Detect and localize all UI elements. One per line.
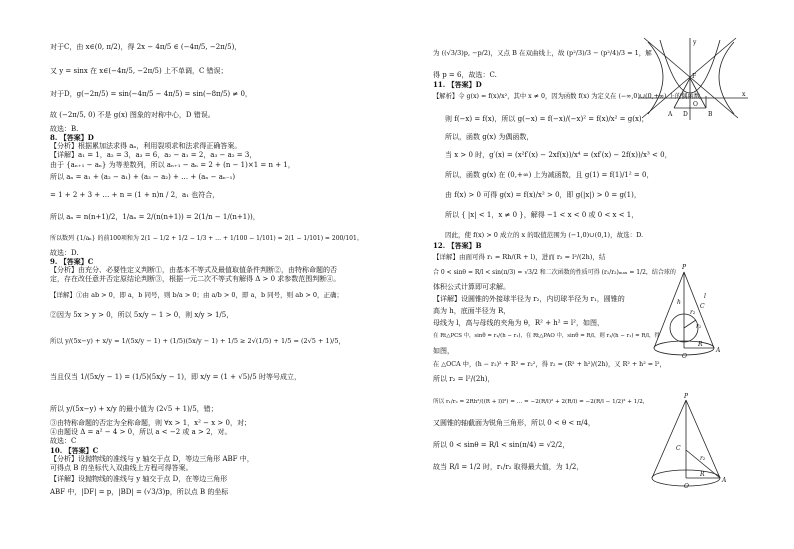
- q11-detail-4: 当 x > 0 时，g′(x) = (x²f′(x) − 2xf(x))/x⁴ = (xf′(x) − 2f(x))/x³ < 0，: [445, 151, 672, 159]
- cone2-right-generatrix: [686, 400, 720, 478]
- q10-detail-1: 【详解】设抛物线的准线与 y 轴交于点 D，在等边三角形: [50, 475, 228, 483]
- q12-detail-9: 在 △OCA 中，(h − r₂)² + R² = r₂²，得 r₂ = (R² + h²)/(2h)，又 R² + h² = l²，: [433, 361, 666, 368]
- q7-line-1: 对于C，由 x∈(0, π/2)，得 2x − 4π/5 ∈ (−4π/5, −2π/5)，: [50, 43, 242, 51]
- cone2-label-r: R: [700, 471, 705, 478]
- q8-detail-2: 由于 {aₙ₊₁ − aₙ} 为等差数列，所以 aₙ₊₁ − aₙ = 2 + (n − 1)×1 = n + 1，: [50, 161, 295, 169]
- q9-detail-6: ③由特称命题的否定为全称命题，则 ∀x > 1，x² − x > 0，对；: [50, 419, 251, 427]
- cone1-label-c: C: [700, 303, 705, 310]
- q11-detail-8: 因此，使 f(x) > 0 成立的 x 的取值范围为 (−1,0)∪(0,1)，故选：D.: [445, 231, 644, 239]
- q11-detail-7: 所以 { |x| < 1，x ≠ 0 }，解得 −1 < x < 0 或 0 < x < 1，: [445, 211, 639, 219]
- q8-answer: 8. 【答案】D: [50, 133, 94, 142]
- q12-detail-7: 在 Rt△PCS 中，sinθ = r₁/(h − r₁)，在 Rt△PAO 中，sinθ = R/l，则 r₁/(h − r₁) = R/l，得: [433, 333, 660, 339]
- q7-line-2: 又 y = sinx 在 x∈(−4π/5, −2π/5) 上不单调，C 错误；: [50, 67, 228, 75]
- q10-analysis-2: 可得点 B 的坐标代入双曲线上方程可得答案。: [50, 464, 193, 472]
- q9-analysis-1: 【分析】由充分、必要性定义判断①，由基本不等式及最值取值条件判断②，由特称命题的否: [50, 266, 337, 274]
- q9-detail-2: ②因为 5x > y > 0，所以 5x/y − 1 > 0，则 x/y > 1/5，: [50, 311, 234, 319]
- label-b: B: [708, 111, 713, 118]
- q10-detail-2: ABF 中，|DF| = p，|BD| = (√3/3)p，所以点 B 的坐标: [50, 488, 229, 496]
- cone-circumscribed-sphere-figure: [640, 392, 732, 492]
- q12-detail-5: 高为 h，底面半径为 R，: [433, 307, 511, 315]
- q9-detail-5: 所以 y/(5x−y) + x/y 的最小值为 (2√5 + 1)/5，错；: [50, 405, 218, 413]
- q9-detail-4: 当且仅当 1/(5x/y − 1) = (1/5)(5x/y − 1)，即 x/y = (1 + √5)/5 时等号成立，: [50, 373, 301, 381]
- cone-right-generatrix: [684, 272, 714, 348]
- cone2-left-generatrix: [652, 400, 686, 478]
- q8-detail-4: = 1 + 2 + 3 + … + n = (1 + n)n / 2，a₁ 也符合，: [50, 191, 220, 199]
- q12-answer: 12. 【答案】B: [433, 241, 482, 250]
- hyperbola-left-branch: [648, 42, 663, 114]
- q12-detail-8: 如图，: [433, 347, 454, 355]
- cone1-label-r1: r₁: [696, 323, 702, 330]
- label-f: F: [692, 73, 697, 80]
- cone1-label-l: l: [704, 293, 706, 300]
- q11-detail-1: 【解析】令 g(x) = f(x)/x²，其中 x ≠ 0，因为函数 f(x) 为定义在 (−∞,0)∪(0,+∞) 上的偶函数，: [433, 93, 707, 100]
- q10-analysis-1: 【分析】设抛物线的准线与 y 轴交于点 D，等边三角形 ABF 中，: [50, 455, 254, 463]
- q11-detail-5: 所以，函数 g(x) 在 (0,+∞) 上为减函数，且 g(1) = f(1)/1² = 0，: [445, 171, 654, 179]
- q7-line-4: 故 (−2π/5, 0) 不是 g(x) 图象的对称中心，D 错误。: [50, 111, 215, 119]
- asymptote-1: [644, 38, 738, 118]
- cone1-label-p: P: [682, 264, 687, 271]
- hyperbola-parabola-figure: [638, 36, 750, 122]
- cone-left-generatrix: [654, 272, 684, 348]
- label-y: y: [693, 39, 697, 46]
- hyperbola-right-branch: [719, 42, 734, 114]
- q8-detail-7: 故选：D.: [50, 249, 79, 257]
- q8-detail-3: 所以 aₙ = a₁ + (a₂ − a₁) + (a₃ − a₂) + … + (aₙ − aₙ₋₁): [50, 173, 236, 181]
- q9-detail-7: ④由题设 Δ = a² − 4 > 0，所以 a < −2 或 a > 2，对。: [50, 428, 232, 436]
- q12-detail-4: 【详解】设圆锥的外接球半径为 r₂，内切球半径为 r₁，圆锥的: [433, 295, 625, 303]
- cone2-label-p: P: [684, 393, 689, 400]
- cone2-label-r2: r₂: [700, 455, 706, 462]
- q12-detail-2: 合 0 < sinθ = R/l < sin(π/3) = √3/2 和二次函数的性质可得 (r₁/r₂)ₘₐₓ = 1/2，结合球的: [433, 269, 676, 276]
- asymptote-2: [642, 38, 736, 118]
- q9-detail-1: 【详解】①由 ab > 0，即 a，b 同号，则 b/a > 0；由 a/b > 0，即 a，b 同号，则 ab > 0，正确；: [50, 291, 343, 299]
- cone1-label-h: h: [677, 299, 681, 306]
- cone1-label-a: A: [716, 347, 721, 354]
- q12-detail-3: 体积公式计算即可求解。: [433, 283, 510, 291]
- cone1-label-r: R: [698, 341, 703, 348]
- cone2-label-o: O: [684, 483, 689, 490]
- q12-detail-6: 母线为 l，高与母线的夹角为 θ，R² + h² = l²，如图，: [433, 319, 604, 327]
- q11-answer: 11. 【答案】D: [433, 80, 482, 89]
- q11-detail-2: 则 f(−x) = f(x)，所以 g(−x) = f(−x)/(−x)² = f(x)/x² = g(x)，: [445, 115, 649, 123]
- q11-detail-3: 所以，函数 g(x) 为偶函数，: [445, 133, 534, 141]
- q12-detail-12: 又圆锥的轴截面为锐角三角形，所以 0 < θ < π/4，: [433, 419, 595, 427]
- q9-answer: 9. 【答案】C: [50, 257, 94, 266]
- label-x: x: [742, 91, 746, 98]
- q7-line-3: 对于D，g(−2π/5) = sin(−4π/5 − 4π/5) = sin(−8π/5) ≠ 0，: [50, 90, 252, 98]
- q10-answer: 10. 【答案】C: [50, 446, 99, 455]
- label-o: O: [693, 101, 698, 108]
- cone-inscribed-sphere-figure: [644, 262, 726, 362]
- q10-tail-2: 得 p = 6，故选：C.: [433, 71, 497, 79]
- label-d: D: [683, 111, 688, 118]
- q9-analysis-2: 定，存在改任意并否定原结论判断③，根据一元二次不等式有解得 Δ > 0 求参数范围判断④。: [50, 275, 341, 283]
- q8-detail-6: 所以数列 {1/aₙ} 的前100项和为 2(1 − 1/2 + 1/2 − 1/3 + … + 1/100 − 1/101) = 2(1 − 1/101) = 200/101。: [50, 235, 363, 242]
- q11-detail-6: 由 f(x) > 0 可得 g(x) = f(x)/x² > 0，即 g(|x|) > 0 = g(1)，: [445, 191, 641, 199]
- q8-detail-5: 所以 aₙ = n(n+1)/2，1/aₙ = 2/(n(n+1)) = 2(1/n − 1/(n+1))，: [50, 213, 260, 221]
- q9-detail-3: 所以 y/(5x−y) + x/y = 1/(5x/y − 1) + (1/5)(5x/y − 1) + 1/5 ≥ 2√(1/5) + 1/5 = (2√5 + 1)/5，: [50, 337, 346, 345]
- q12-detail-14: 故当 R/l = 1/2 时，r₁/r₂ 取得最大值，为 1/2，: [433, 463, 584, 471]
- inner-radius-line: [684, 320, 696, 328]
- cone1-label-r2: r₂: [690, 309, 696, 316]
- label-a: A: [668, 111, 673, 118]
- q10-tail-1: 为 ((√3/3)p, −p/2)，又点 B 在双曲线上，故 (p²/3)/3 − (p²/4)/3 = 1，解: [433, 49, 652, 57]
- cone1-label-o: O: [682, 353, 687, 360]
- cone2-label-a: A: [722, 477, 727, 484]
- q8-detail-1: 【详解】a₁ = 1，a₂ = 3，a₃ = 6，a₂ − a₁ = 2，a₃ − a₂ = 3，: [50, 151, 257, 159]
- q9-detail-8: 故选：C: [50, 437, 77, 445]
- cone2-label-c: C: [676, 445, 681, 452]
- q8-analysis: 【分析】根据累加法求得 aₙ，利用裂项求和法求得正确答案。: [50, 142, 242, 150]
- q12-detail-1: 【详解】由面可得 r₁ = Rh/(R + l)，进而 r₂ = l²/(2h)，结: [433, 253, 606, 261]
- q12-detail-10: 所以 r₂ = l²/(2h)，: [433, 375, 495, 383]
- q12-detail-13: 所以 0 < sinθ = R/l < sin(π/4) = √2/2，: [433, 441, 570, 449]
- q7-line-5: 故选：B.: [50, 125, 79, 133]
- q12-detail-11: 所以 r₁/r₂ = 2Rh²/((R + l)l²) = … = −2(R/l)² + 2(R/l) = −2(R/l − 1/2)² + 1/2，: [433, 399, 649, 405]
